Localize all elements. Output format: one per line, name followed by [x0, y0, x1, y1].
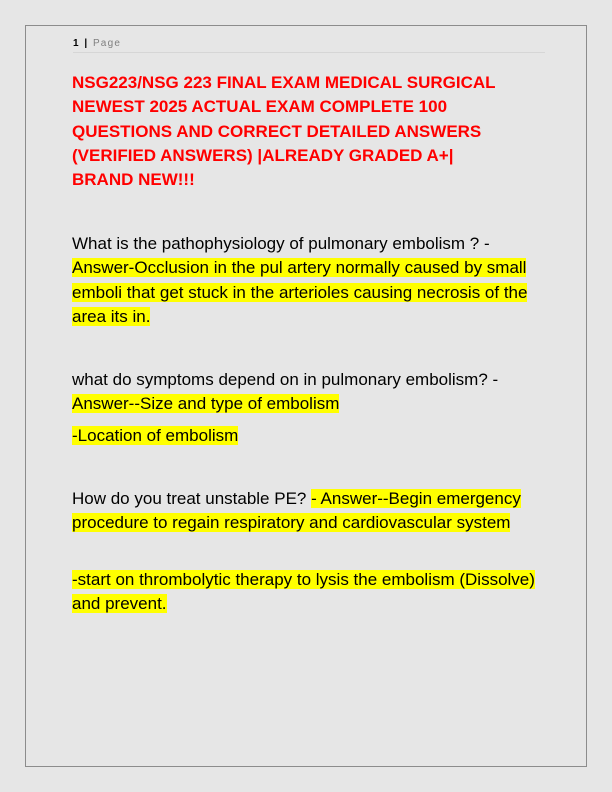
- question-text: what do symptoms depend on in pulmonary embolism? -: [72, 370, 499, 389]
- answer-text: Answer--Size and type of embolism: [72, 394, 340, 414]
- qa-item-3: [72, 487, 542, 536]
- page-header: [73, 37, 545, 53]
- qa-item-2: [72, 368, 542, 417]
- qa-item-1: [72, 232, 542, 329]
- question-text: How do you treat unstable PE?: [72, 489, 312, 508]
- document-page: [25, 25, 587, 767]
- page-number: 1: [73, 38, 80, 49]
- answer-text: Answer-Occlusion in the pul artery normally caused by small emboli that get stuck in the arterioles causing necrosis of the area its in.: [72, 258, 528, 326]
- answer-extra-text: -Location of embolism: [72, 426, 239, 445]
- qa-item-2-extra: [72, 424, 542, 448]
- question-text: What is the pathophysiology of pulmonary embolism ? -: [72, 234, 490, 253]
- document-title: NSG223/NSG 223 FINAL EXAM MEDICAL SURGICAL NEWEST 2025 ACTUAL EXAM COMPLETE 100 QUESTIONS AND CORRECT DETAILED ANSWERS (VERIFIED ANSWERS) |ALREADY GRADED A+| BRAND NEW!!!: [72, 73, 496, 190]
- answer-text: - Answer--Begin emergency procedure to regain respiratory and cardiovascular system: [72, 489, 521, 533]
- page-label: Page: [92, 38, 122, 49]
- answer-extra-text: -start on thrombolytic therapy to lysis the embolism (Dissolve) and prevent.: [72, 570, 535, 614]
- page-header-separator: |: [84, 38, 88, 49]
- qa-item-3-extra: [72, 568, 542, 617]
